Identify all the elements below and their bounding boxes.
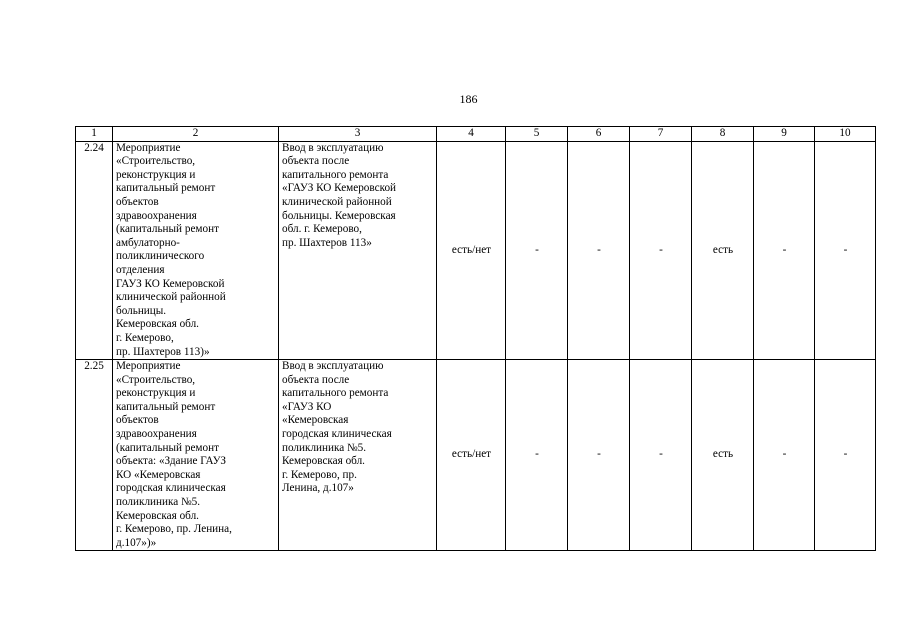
table-row bbox=[76, 360, 876, 551]
row-number: 2.24 bbox=[76, 141, 113, 360]
table-header-row bbox=[76, 127, 876, 142]
value-cell: - bbox=[568, 360, 630, 551]
value-cell: есть bbox=[692, 141, 754, 360]
column-header: 4 bbox=[437, 127, 506, 142]
column-header: 10 bbox=[815, 127, 876, 142]
indicator-description: Ввод в эксплуатацию объекта после капитального ремонта «ГАУЗ КО Кемеровской клинической районной больницы. Кемеровская обл. г. Кемерово, пр. Шахтеров 113» bbox=[279, 141, 437, 360]
value-cell: есть bbox=[692, 360, 754, 551]
value-cell: - bbox=[754, 360, 815, 551]
event-description: Мероприятие «Строительство, реконструкция и капитальный ремонт объектов здравоохранения (капитальный ремонт объекта: «Здание ГАУЗ КО «Кемеровская городская клиническая поликлиника №5. Кемеровская обл. г. Кемерово, пр. Ленина, д.107»)» bbox=[113, 360, 279, 551]
value-cell: - bbox=[506, 141, 568, 360]
value-cell: - bbox=[815, 141, 876, 360]
column-header: 3 bbox=[279, 127, 437, 142]
indicator-description: Ввод в эксплуатацию объекта после капитального ремонта «ГАУЗ КО «Кемеровская городская клиническая поликлиника №5. Кемеровская обл. г. Кемерово, пр. Ленина, д.107» bbox=[279, 360, 437, 551]
value-cell: - bbox=[506, 360, 568, 551]
column-header: 1 bbox=[76, 127, 113, 142]
page-number: 186 bbox=[459, 92, 478, 106]
event-description: Мероприятие «Строительство, реконструкция и капитальный ремонт объектов здравоохранения (капитальный ремонт амбулаторно- поликлинического отделения ГАУЗ КО Кемеровской клинической районной больницы. Кемеровская обл. г. Кемерово, пр. Шахтеров 113)» bbox=[113, 141, 279, 360]
row-number: 2.25 bbox=[76, 360, 113, 551]
data-table bbox=[75, 126, 876, 551]
column-header: 7 bbox=[630, 127, 692, 142]
column-header: 5 bbox=[506, 127, 568, 142]
value-cell: - bbox=[568, 141, 630, 360]
column-header: 9 bbox=[754, 127, 815, 142]
value-cell: - bbox=[630, 360, 692, 551]
value-cell: - bbox=[630, 141, 692, 360]
table-row bbox=[76, 141, 876, 360]
value-cell: - bbox=[815, 360, 876, 551]
column-header: 8 bbox=[692, 127, 754, 142]
unit-cell: есть/нет bbox=[437, 360, 506, 551]
column-header: 6 bbox=[568, 127, 630, 142]
unit-cell: есть/нет bbox=[437, 141, 506, 360]
column-header: 2 bbox=[113, 127, 279, 142]
value-cell: - bbox=[754, 141, 815, 360]
